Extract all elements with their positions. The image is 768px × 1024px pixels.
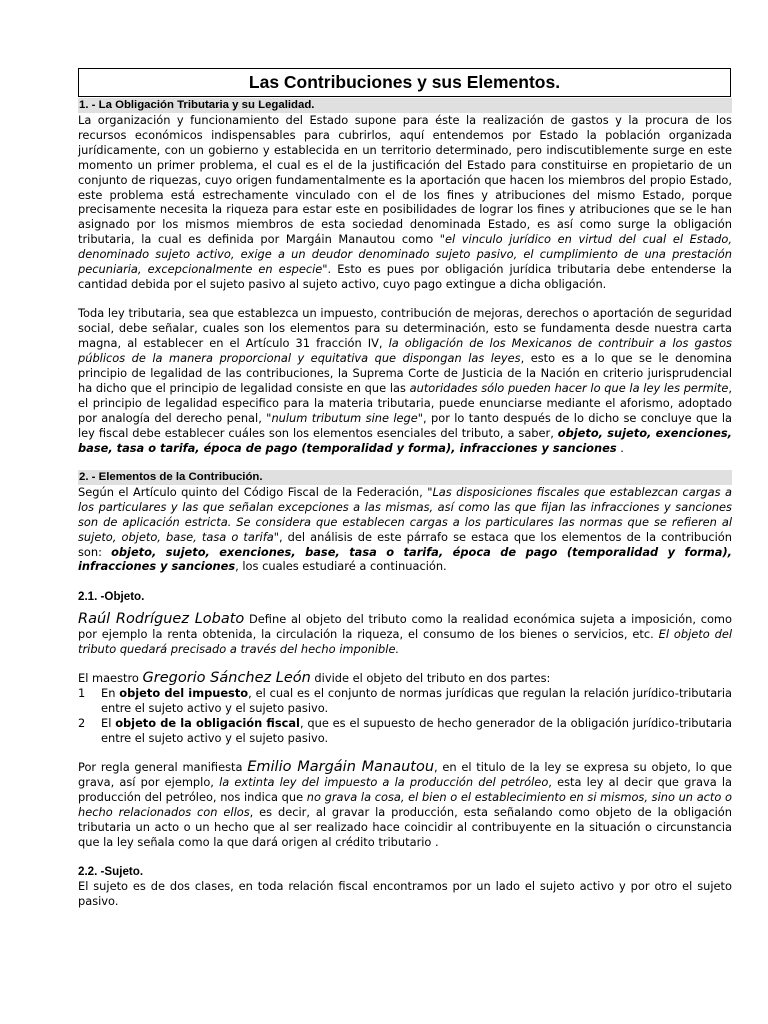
document-title: Las Contribuciones y sus Elementos. <box>78 68 731 97</box>
section-1-paragraph-2: Toda ley tributaria, sea que establezca un impuesto, contribución de mejoras, derechos o aportación de seguridad social, debe señalar, cuales son los elementos para su determinación, esto se fundamenta desde nuestra carta magna, al establecer en el Artículo 31 fracción IV, la obligación de los Mexicanos de contribuir a los gastos públicos de la manera proporcional y equitativa que dispongan las leyes, esto es a lo que se le denomina principio de legalidad de las contribuciones, la Suprema Corte de Justicia de la Nación en criterio jurisprudencial ha dicho que el principio de legalidad consiste en que las autoridades sólo pueden hacer lo que la ley les permite, el principio de legalidad especifico para la materia tributaria, puede enunciarse mediante el aforismo, adoptado por analogía del derecho penal, "nulum tributum sine lege", por lo tanto después de lo dicho se concluye que la ley fiscal debe establecer cuáles son los elementos esenciales del tributo, a saber, objeto, sujeto, exenciones, base, tasa o tarifa, época de pago (temporalidad y forma), infracciones y sanciones . <box>78 306 733 455</box>
section-1-paragraph-1: La organización y funcionamiento del Estado supone para éste la realización de gastos y la procura de los recursos económicos indispensables para cubrirlos, aquí entendemos por Estado la población organizada jurídicamente, con un gobierno y establecida en un territorio determinado, pero indiscutiblemente surge en este momento un primer problema, el cual es el de la justificación del Estado para constituirse en propietario de un conjunto de riquezas, cuyo origen fundamentalmente es la aportación que hacen los miembros del propio Estado, este problema está estrechamente vinculado con el de los fines y atribuciones del mismo Estado, porque precisamente necesita la riqueza para estar este en posibilidades de lograr los fines y atribuciones que se le han asignado por los mismos miembros de esta sociedad denominada Estado, es así como surge la obligación tributaria, la cual es definida por Margáin Manautou como "el vinculo jurídico en virtud del cual el Estado, denominado sujeto activo, exige a un deudor denominado sujeto pasivo, el cumplimiento de una prestación pecuniaria, excepcionalmente en especie". Esto es pues por obligación jurídica tributaria debe entenderse la cantidad debida por el sujeto pasivo al sujeto activo, cuyo pago extingue a dicha obligación. <box>78 113 732 291</box>
subsection-2-2-heading: 2.2. -Sujeto. <box>78 865 144 879</box>
list-item: 2 El objeto de la obligación fiscal, que es el supuesto de hecho generador de la obligación jurídico-tributaria entre el sujeto activo y el sujeto pasivo. <box>78 715 733 745</box>
section-1-heading: 1. - La Obligación Tributaria y su Legalidad. <box>78 98 732 113</box>
subsection-2-1-paragraph-2: El maestro Gregorio Sánchez León divide el objeto del tributo en dos partes: <box>78 670 551 687</box>
list-item: 1 En objeto del impuesto, el cual es el conjunto de normas jurídicas que regulan la relación jurídico-tributaria entre el sujeto activo y el sujeto pasivo. <box>78 686 733 715</box>
section-2-heading: 2. - Elementos de la Contribución. <box>78 470 732 485</box>
subsection-2-1-heading: 2.1. -Objeto. <box>78 589 145 603</box>
section-2-paragraph-1: Según el Artículo quinto del Código Fiscal de la Federación, "Las disposiciones fiscales que establezcan cargas a los particulares y las que señalan excepciones a las mismas, así como las que fijan las infracciones y sanciones son de aplicación estricta. Se considera que establecen cargas a los particulares las normas que se refieren al sujeto, objeto, base, tasa o tarifa", del análisis de este párrafo se estaca que los elementos de la contribución son: objeto, sujeto, exenciones, base, tasa o tarifa, época de pago (temporalidad y forma), infracciones y sanciones, los cuales estudiaré a continuación. <box>78 484 732 574</box>
document-body <box>78 98 732 909</box>
subsection-2-1-paragraph-1: Raúl Rodríguez Lobato Define al objeto del tributo como la realidad económica sujeta a imposición, como por ejemplo la renta obtenida, la circulación la riqueza, el consumo de los bienes o servicios, etc. El objeto del tributo quedará precisado a través del hecho imponible. <box>78 610 732 656</box>
subsection-2-2-paragraph-1: El sujeto es de dos clases, en toda relación fiscal encontramos por un lado el sujeto activo y por otro el sujeto pasivo. <box>78 879 732 908</box>
subsection-2-1-paragraph-3: Por regla general manifiesta Emilio Margáin Manautou, en el titulo de la ley se expresa su objeto, lo que grava, así por ejemplo, la extinta ley del impuesto a la producción del petróleo, esta ley al decir que grava la producción del petróleo, nos indica que no grava la cosa, el bien o el establecimiento en si mismos, sino un acto o hecho relacionados con ellos, es decir, al gravar la producción, esta señalando como objeto de la obligación tributaria un acto o un hecho que al ser realizado hace coincidir al contribuyente en la situación o circunstancia que la ley señala como la que dará origen al crédito tributario . <box>78 759 732 849</box>
